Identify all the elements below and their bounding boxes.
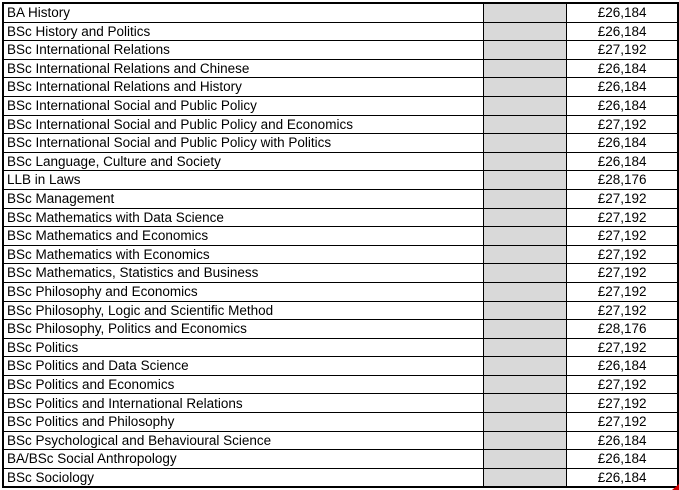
fee-cell: £27,192	[567, 413, 678, 432]
shaded-blank-cell	[483, 282, 567, 301]
programme-name-cell: BSc International Relations	[3, 41, 483, 60]
programme-name-cell: BSc Sociology	[3, 468, 483, 487]
shaded-blank-cell	[483, 227, 567, 246]
fee-cell: £27,192	[567, 227, 678, 246]
fee-cell: £27,192	[567, 282, 678, 301]
red-corner-mark	[672, 484, 679, 490]
shaded-blank-cell	[483, 413, 567, 432]
programme-name-cell: BSc Philosophy and Economics	[3, 282, 483, 301]
table-row	[3, 338, 678, 357]
programme-name-cell: BSc International Social and Public Policy and Economics	[3, 115, 483, 134]
table-row	[3, 301, 678, 320]
shaded-blank-cell	[483, 394, 567, 413]
fee-cell: £26,184	[567, 357, 678, 376]
fee-cell: £27,192	[567, 115, 678, 134]
table-row	[3, 189, 678, 208]
table-row	[3, 227, 678, 246]
shaded-blank-cell	[483, 208, 567, 227]
fee-cell: £28,176	[567, 320, 678, 339]
shaded-blank-cell	[483, 338, 567, 357]
programme-name-cell: BSc History and Politics	[3, 22, 483, 41]
table-row	[3, 115, 678, 134]
fee-cell: £27,192	[567, 375, 678, 394]
shaded-blank-cell	[483, 468, 567, 487]
programme-name-cell: BSc Mathematics, Statistics and Business	[3, 264, 483, 283]
programme-name-cell: BA/BSc Social Anthropology	[3, 450, 483, 469]
fee-cell: £26,184	[567, 78, 678, 97]
table-row	[3, 134, 678, 153]
shaded-blank-cell	[483, 134, 567, 153]
programme-name-cell: BSc International Social and Public Policy with Politics	[3, 134, 483, 153]
fee-cell: £27,192	[567, 41, 678, 60]
programme-name-cell: LLB in Laws	[3, 171, 483, 190]
fee-cell: £27,192	[567, 338, 678, 357]
shaded-blank-cell	[483, 96, 567, 115]
programme-name-cell: BSc Politics and Economics	[3, 375, 483, 394]
fee-cell: £26,184	[567, 22, 678, 41]
table-row	[3, 320, 678, 339]
programme-name-cell: BSc Psychological and Behavioural Science	[3, 431, 483, 450]
programme-name-cell: BSc Management	[3, 189, 483, 208]
fee-cell: £27,192	[567, 264, 678, 283]
table-row	[3, 152, 678, 171]
table-row	[3, 394, 678, 413]
table-row	[3, 208, 678, 227]
shaded-blank-cell	[483, 431, 567, 450]
programme-name-cell: BSc Politics and International Relations	[3, 394, 483, 413]
shaded-blank-cell	[483, 59, 567, 78]
table-row	[3, 78, 678, 97]
programme-name-cell: BSc International Relations and Chinese	[3, 59, 483, 78]
table-row	[3, 171, 678, 190]
programme-name-cell: BSc Mathematics with Economics	[3, 245, 483, 264]
fee-cell: £26,184	[567, 450, 678, 469]
shaded-blank-cell	[483, 22, 567, 41]
shaded-blank-cell	[483, 264, 567, 283]
fee-cell: £26,184	[567, 59, 678, 78]
table-row	[3, 41, 678, 60]
shaded-blank-cell	[483, 189, 567, 208]
fee-cell: £27,192	[567, 245, 678, 264]
table-row	[3, 22, 678, 41]
fee-cell: £26,184	[567, 468, 678, 487]
fee-cell: £27,192	[567, 189, 678, 208]
table-row	[3, 468, 678, 487]
shaded-blank-cell	[483, 450, 567, 469]
fee-cell: £27,192	[567, 394, 678, 413]
programme-name-cell: BSc International Social and Public Policy	[3, 96, 483, 115]
programme-name-cell: BSc Mathematics with Data Science	[3, 208, 483, 227]
shaded-blank-cell	[483, 3, 567, 22]
fee-cell: £26,184	[567, 134, 678, 153]
table-row	[3, 3, 678, 22]
programme-name-cell: BA History	[3, 3, 483, 22]
programme-name-cell: BSc Politics and Philosophy	[3, 413, 483, 432]
table-row	[3, 282, 678, 301]
table-row	[3, 264, 678, 283]
shaded-blank-cell	[483, 41, 567, 60]
shaded-blank-cell	[483, 171, 567, 190]
programme-name-cell: BSc Politics and Data Science	[3, 357, 483, 376]
table-row	[3, 357, 678, 376]
shaded-blank-cell	[483, 357, 567, 376]
fee-cell: £26,184	[567, 152, 678, 171]
table-row	[3, 431, 678, 450]
fee-cell: £27,192	[567, 301, 678, 320]
table-row	[3, 96, 678, 115]
table-row	[3, 375, 678, 394]
fees-table	[2, 2, 679, 488]
shaded-blank-cell	[483, 245, 567, 264]
programme-name-cell: BSc Mathematics and Economics	[3, 227, 483, 246]
shaded-blank-cell	[483, 301, 567, 320]
shaded-blank-cell	[483, 152, 567, 171]
programme-name-cell: BSc Politics	[3, 338, 483, 357]
table-row	[3, 413, 678, 432]
fee-cell: £26,184	[567, 96, 678, 115]
fee-cell: £26,184	[567, 431, 678, 450]
shaded-blank-cell	[483, 78, 567, 97]
fee-cell: £28,176	[567, 171, 678, 190]
programme-name-cell: BSc Language, Culture and Society	[3, 152, 483, 171]
programme-name-cell: BSc Philosophy, Logic and Scientific Method	[3, 301, 483, 320]
table-row	[3, 450, 678, 469]
fee-cell: £26,184	[567, 3, 678, 22]
programme-name-cell: BSc Philosophy, Politics and Economics	[3, 320, 483, 339]
fee-cell: £27,192	[567, 208, 678, 227]
shaded-blank-cell	[483, 375, 567, 394]
table-row	[3, 59, 678, 78]
shaded-blank-cell	[483, 320, 567, 339]
programme-name-cell: BSc International Relations and History	[3, 78, 483, 97]
table-row	[3, 245, 678, 264]
fees-table-body	[3, 3, 678, 487]
shaded-blank-cell	[483, 115, 567, 134]
